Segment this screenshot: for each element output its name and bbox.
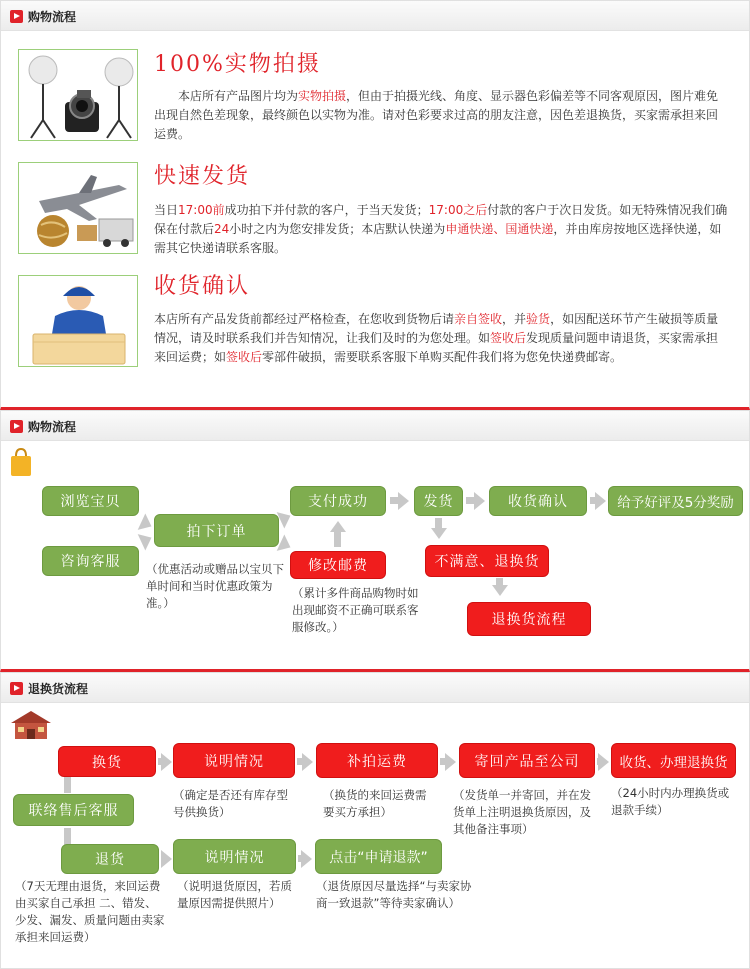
note-refund-choice: （退货原因尽量选择“与卖家协商一致退款”等待卖家确认）	[316, 879, 472, 910]
flow-unsatisfied-return: 不满意、退换货	[425, 545, 549, 577]
arrow-right-icon	[138, 530, 156, 551]
arrow-right-icon	[595, 492, 606, 510]
play-icon	[10, 682, 23, 695]
section-header	[1, 411, 749, 441]
arrow-right-icon	[301, 850, 312, 868]
highlight-span: 亲自签收	[454, 312, 503, 326]
item-title-fast-shipping: 快速发货	[154, 164, 251, 189]
text-span: 当日	[154, 203, 179, 217]
shopping-flow-section	[0, 410, 750, 672]
text-span: 发现质量问题申请退货，买家需承担来回运费；如	[154, 331, 719, 364]
text-span: ，如因配送环节产生破损等质量情况，请及时联系我们并告知情况，让我们及时的为您处理。如	[154, 312, 719, 345]
flow-refund: 退货	[61, 844, 159, 874]
section-header	[1, 673, 749, 703]
text-span: 本店所有产品图片均为	[178, 89, 299, 103]
flow-consult: 咨询客服	[42, 546, 139, 576]
text-span: 零部件破损，需要联系客服下单购买配件我们将为您免快递费邮寄。	[262, 350, 623, 364]
text-span: ，并由库房按地区选择快递，如需其它快递请联系客服。	[154, 222, 722, 255]
section-header	[1, 1, 749, 31]
arrow-right-icon	[302, 753, 313, 771]
item-title-real-photo: 100%实物拍摄	[154, 52, 321, 77]
flow-click-refund: 点击“申请退款”	[315, 839, 442, 874]
section-title: 退换货流程	[28, 682, 89, 696]
flow-place-order: 拍下订单	[154, 514, 279, 547]
arrow-down-icon	[492, 585, 508, 596]
flow-explain-exchange: 说明情况	[173, 743, 295, 778]
arrow-right-icon	[445, 753, 456, 771]
play-icon	[10, 10, 23, 23]
text-span: 本店所有产品发货前都经过严格检查，在您收到货物后请	[154, 312, 455, 326]
flow-ship: 发货	[414, 486, 463, 516]
return-flow-section	[0, 672, 750, 969]
text-span: 付款的客户于次日发货。如无特殊情况我们确保在付款后	[154, 203, 728, 236]
highlight-span: 24	[214, 222, 230, 236]
flow-contact-service: 联络售后客服	[13, 794, 134, 826]
flow-modify-postage: 修改邮费	[290, 551, 386, 579]
shopping-bag-icon	[9, 447, 33, 477]
note-send-back: （发货单一并寄回，并在发货单上注明退换货原因，及其他备注事项）	[453, 788, 591, 836]
shopping-info-section	[0, 0, 750, 410]
item-title-receipt-confirm: 收货确认	[154, 274, 251, 299]
order-note: （优惠活动或赠品以宝贝下单时间和当时优惠政策为准。）	[146, 562, 284, 610]
text-span: 小时之内为您安排发货；本店默认快递为	[229, 222, 446, 236]
flow-receive-process: 收货、办理退换货	[611, 743, 736, 778]
note-24h: （24小时内办理换货或退款手续）	[611, 786, 730, 817]
play-icon	[10, 420, 23, 433]
section-title: 购物流程	[28, 420, 77, 434]
item-text-receipt-confirm	[154, 310, 729, 367]
section-title: 购物流程	[28, 10, 77, 24]
house-icon	[9, 709, 53, 741]
flow-give-review: 给予好评及5分奖励	[608, 486, 743, 516]
flow-repay-postage: 补拍运费	[316, 743, 438, 778]
note-exchange-postage: （换货的来回运费需要买方承担）	[323, 788, 427, 819]
arrow-down-icon	[431, 528, 447, 539]
highlight-span: 签收后	[490, 331, 527, 345]
highlight-span: 申通快递、国通快递	[445, 222, 554, 236]
arrow-right-icon	[598, 753, 609, 771]
flow-confirm-receipt: 收货确认	[489, 486, 587, 516]
flow-explain-refund: 说明情况	[173, 839, 296, 874]
text-span: ，但由于拍摄光线、角度、显示器色彩偏差等不同客观原因，图片难免出现自然色差现象，最终颜色以实物为准。请对色彩要求过高的朋友注意，因色差退换货，买家需承担来回运费。	[154, 89, 719, 141]
arrow-stem	[466, 497, 474, 504]
note-refund-reason: （说明退货原因，若质量原因需提供照片）	[177, 879, 292, 910]
flow-browse: 浏览宝贝	[42, 486, 139, 516]
note-7day-return: （7天无理由退货，来回运费由买家自己承担 二、错发、少发、漏发、质量问题由卖家承担来回运费）	[15, 879, 165, 944]
arrow-right-icon	[474, 492, 485, 510]
highlight-span: 签收后	[226, 350, 263, 364]
note-stock-check: （确定是否还有库存型号供换货）	[173, 788, 288, 819]
airplane-truck-image	[18, 162, 138, 254]
text-span: 成功拍下并付款的客户，于当天发货；	[224, 203, 429, 217]
arrow-stem	[334, 531, 341, 547]
flow-exchange: 换货	[58, 746, 156, 777]
text-span: ，并	[502, 312, 527, 326]
arrow-right-icon	[161, 850, 172, 868]
flow-payment-success: 支付成功	[290, 486, 386, 516]
item-text-fast-shipping	[154, 201, 729, 258]
arrow-right-icon	[161, 753, 172, 771]
studio-camera-image	[18, 49, 138, 141]
flow-return-process[interactable]: 退换货流程	[467, 602, 591, 636]
arrow-stem	[390, 497, 398, 504]
highlight-span: 验货	[526, 312, 551, 326]
flow-send-back: 寄回产品至公司	[459, 743, 595, 778]
highlight-span: 实物拍摄	[298, 89, 347, 103]
postage-note: （累计多件商品购物时如出现邮资不正确可联系客服修改。）	[292, 586, 419, 634]
delivery-man-image	[18, 275, 138, 367]
item-text-real-photo	[154, 87, 729, 144]
highlight-span: 17:00之后	[428, 203, 488, 217]
highlight-span: 17:00前	[178, 203, 225, 217]
arrow-right-icon	[398, 492, 409, 510]
